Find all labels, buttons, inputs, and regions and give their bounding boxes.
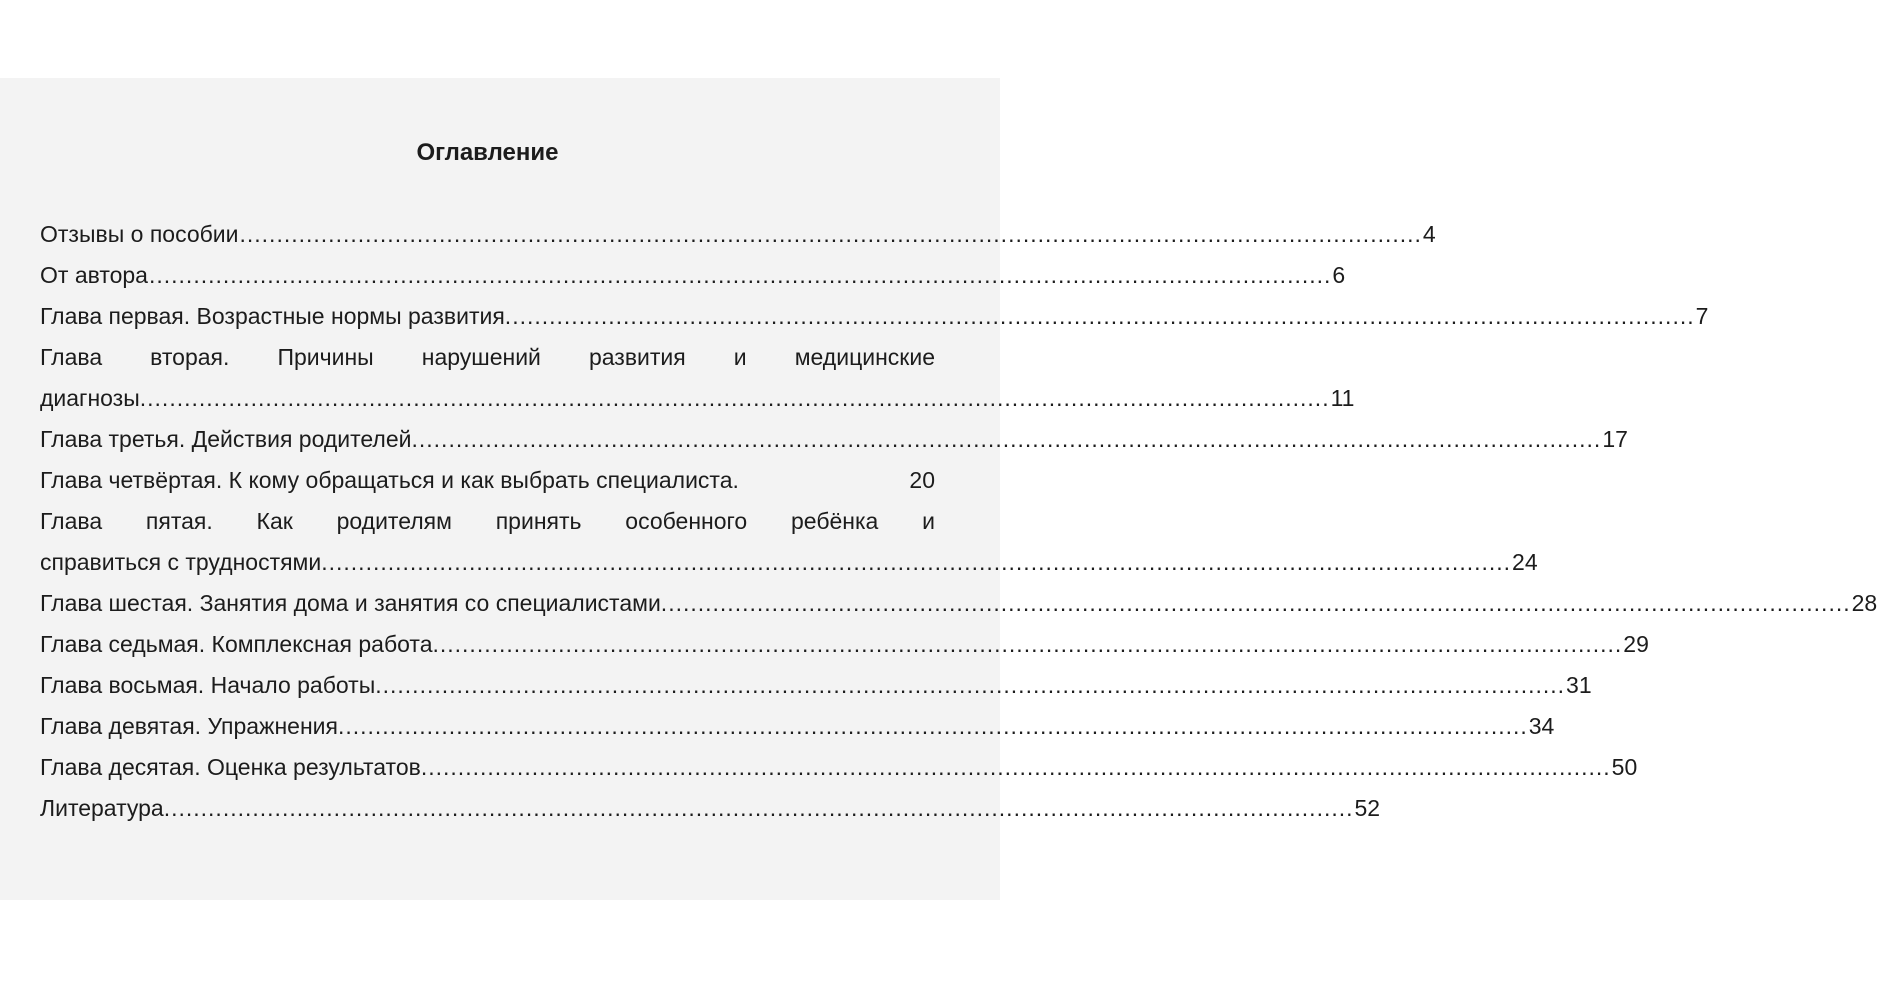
toc-entry-chapter-7 — [40, 629, 1649, 659]
toc-page-number: 4 — [1422, 221, 1436, 247]
toc-page-number: 29 — [1623, 631, 1649, 657]
toc-entry-label: Глава третья. Действия родителей. — [40, 426, 418, 452]
toc-entry-from-author — [40, 260, 1346, 290]
toc-entry-label: Глава четвёртая. К кому обращаться и как выбрать специалиста. — [40, 467, 739, 493]
toc-list — [40, 219, 1877, 823]
toc-entry-label: справиться с трудностями. — [40, 549, 328, 575]
toc-entry-chapter-2 — [40, 383, 1355, 413]
toc-page-number: 24 — [1512, 549, 1538, 575]
toc-entry-label: Глава девятая. Упражнения. — [40, 713, 345, 739]
toc-entry-chapter-2-line-1: Глава вторая. Причины нарушений развития и медицинские — [40, 344, 935, 370]
toc-entry-chapter-1 — [40, 301, 1709, 331]
toc-page-number: 52 — [1354, 795, 1381, 821]
toc-entry-chapter-5-line-1: Глава пятая. Как родителям принять особенного ребёнка и — [40, 508, 935, 534]
toc-page-number: 28 — [1851, 590, 1877, 616]
toc-page-number: 6 — [1332, 262, 1346, 288]
toc-entry-chapter-10 — [40, 752, 1638, 782]
toc-entry-chapter-3 — [40, 424, 1628, 454]
toc-entry-label: Отзывы о пособии — [40, 221, 239, 247]
toc-entry-label: Литература. — [40, 795, 171, 821]
toc-entry-chapter-5 — [40, 547, 1538, 577]
toc-entry-label: Глава первая. Возрастные нормы развития. — [40, 303, 512, 329]
toc-leader-dots: ................................................................................................................................................................ — [148, 262, 1332, 288]
toc-leader-dots: ................................................................................................................................................................ — [345, 713, 1528, 739]
toc-leader-dots: ................................................................................................................................................................ — [512, 303, 1695, 329]
toc-leader-dots: ................................................................................................................................................................ — [418, 426, 1602, 452]
toc-page-number: 34 — [1528, 713, 1555, 739]
toc-entry-chapter-8 — [40, 670, 1592, 700]
toc-entry-chapter-9 — [40, 711, 1555, 741]
toc-page-number: 11 — [1330, 385, 1355, 411]
toc-page-number: 7 — [1695, 303, 1709, 329]
toc-leader-dots: ................................................................................................................................................................ — [439, 631, 1623, 657]
toc-entry-label: Глава шестая. Занятия дома и занятия со специалистами. — [40, 590, 668, 616]
toc-entry-chapter-6 — [40, 588, 1877, 618]
toc-page-number: 20 — [909, 467, 935, 493]
toc-leader-dots: ................................................................................................................................................................ — [382, 672, 1566, 698]
toc-entry-reviews — [40, 219, 1436, 249]
toc-leader-dots: ................................................................................................................................................................ — [239, 221, 1422, 247]
toc-title: Оглавление — [416, 139, 559, 166]
toc-entry-label: Глава десятая. Оценка результатов. — [40, 754, 428, 780]
toc-leader-dots: ................................................................................................................................................................ — [171, 795, 1354, 821]
toc-entry-label: диагнозы. — [40, 385, 147, 411]
toc-leader-dots: ................................................................................................................................................................ — [428, 754, 1611, 780]
toc-entry-chapter-4 — [40, 465, 935, 495]
toc-leader-dots: ................................................................................................................................................................ — [147, 385, 1330, 411]
toc-leader-dots: ................................................................................................................................................................ — [328, 549, 1512, 575]
toc-page-number: 50 — [1611, 754, 1638, 780]
toc-leader-dots: ................................................................................................................................................................ — [668, 590, 1851, 616]
toc-entry-label: Глава седьмая. Комплексная работа. — [40, 631, 439, 657]
table-of-contents — [40, 135, 1877, 834]
toc-page-number: 17 — [1602, 426, 1628, 452]
toc-entry-label: Глава восьмая. Начало работы. — [40, 672, 382, 698]
toc-entry-label: От автора — [40, 262, 148, 288]
toc-page-number: 31 — [1566, 672, 1592, 698]
toc-entry-literature — [40, 793, 1381, 823]
